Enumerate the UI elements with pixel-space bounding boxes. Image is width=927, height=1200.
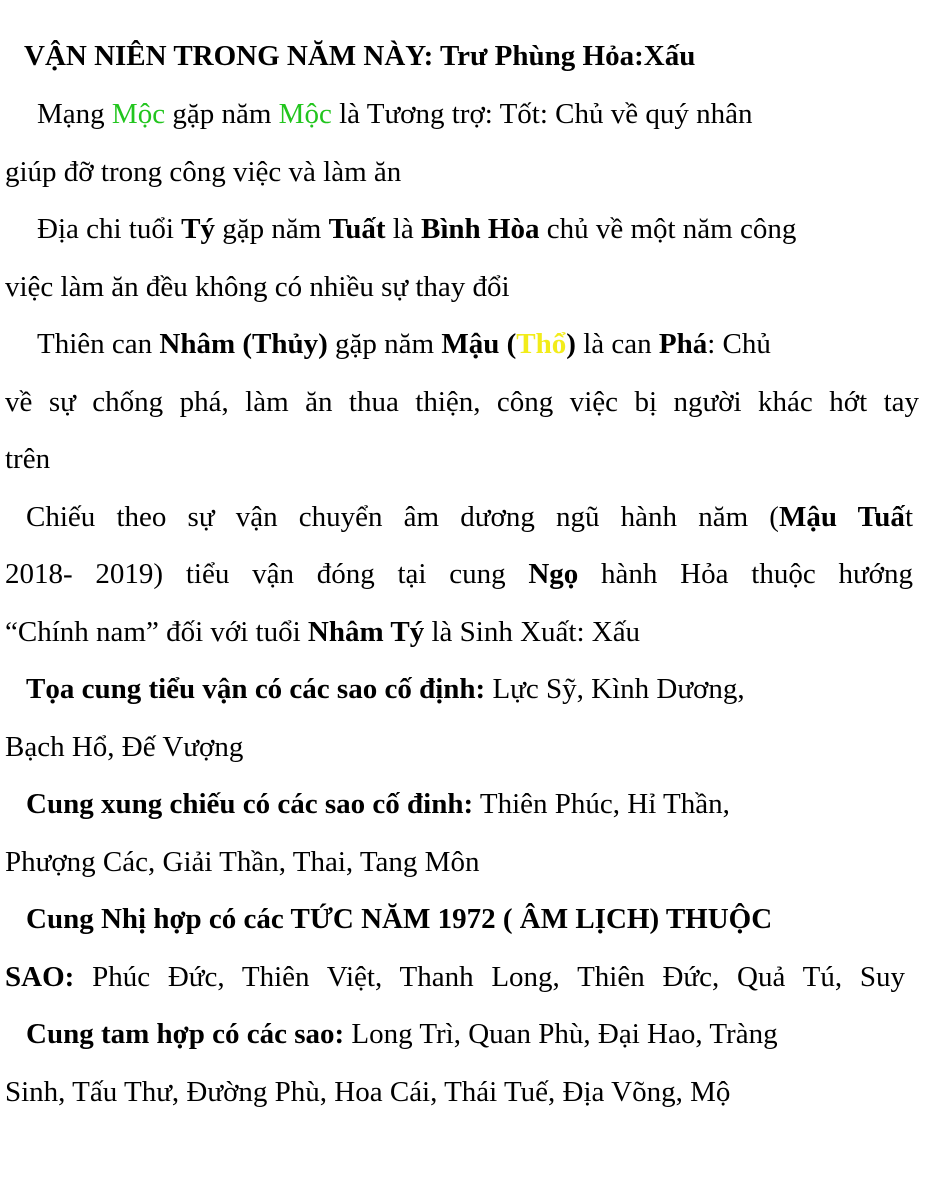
- p4-text-t: t: [904, 501, 913, 533]
- p3-mau: Mậu (: [441, 328, 517, 360]
- p1-text-c: là Tương trợ: Tốt: Chủ về quý nhân: [331, 98, 753, 130]
- paragraph-1-line-2: [5, 144, 927, 202]
- paragraph-4-line-1: [26, 489, 913, 547]
- p3-line-3-text: trên: [5, 443, 51, 475]
- p6-label: Cung xung chiếu có các sao cố đinh:: [26, 788, 474, 820]
- paragraph-2-line-1: [37, 201, 927, 259]
- p8-label: Cung tam hợp có các sao:: [26, 1018, 345, 1050]
- paragraph-3-line-2: [5, 374, 919, 432]
- p6-line-2-text: Phượng Các, Giải Thần, Thai, Tang Môn: [5, 846, 480, 878]
- paragraph-5-line-2: [5, 719, 927, 777]
- p3-text-a: Thiên can: [37, 328, 160, 360]
- p2-text-c: là: [385, 213, 421, 245]
- paragraph-8-line-2: [5, 1064, 927, 1122]
- p2-tuat: Tuất: [328, 213, 386, 245]
- p7-stars: Phúc Đức, Thiên Việt, Thanh Long, Thiên Đức, Quả Tú, Suy: [74, 961, 905, 993]
- p2-text-a: Địa chi tuổi: [37, 213, 182, 245]
- paragraph-3-line-1: [37, 316, 927, 374]
- p8-stars: Long Trì, Quan Phù, Đại Hao, Tràng: [344, 1018, 778, 1050]
- p4-line-3-b: là Sinh Xuất: Xấu: [424, 616, 641, 648]
- p5-label: Tọa cung tiểu vận có các sao cố định:: [26, 673, 486, 705]
- paragraph-8-line-1: [26, 1006, 927, 1064]
- p1-moc-1: Mộc: [111, 98, 166, 130]
- p4-nham-ty: Nhâm Tý: [307, 616, 425, 648]
- p3-text-b: gặp năm: [327, 328, 442, 360]
- paragraph-4-line-3: [5, 604, 927, 662]
- p4-text-a: Chiếu theo sự vận chuyển âm dương ngũ hành năm (: [26, 501, 779, 533]
- p7-label-2: SAO:: [5, 961, 75, 993]
- paragraph-7-line-2: [5, 949, 905, 1007]
- paragraph-1-line-1: [37, 86, 927, 144]
- paragraph-3-line-3: [5, 431, 927, 489]
- p3-pha: Phá: [658, 328, 708, 360]
- p2-text-b: gặp năm: [215, 213, 329, 245]
- p3-close: ): [566, 328, 576, 360]
- paragraph-6-line-1: [26, 776, 927, 834]
- p4-mau-tuat: Mậu Tuấ: [778, 501, 905, 533]
- p5-stars: Lực Sỹ, Kình Dương,: [485, 673, 745, 705]
- p3-tho: Thổ: [516, 328, 567, 360]
- paragraph-6-line-2: [5, 834, 927, 892]
- heading-text: VẬN NIÊN TRONG NĂM NÀY: Trư Phùng Hỏa:Xấu: [24, 40, 696, 72]
- p5-line-2-text: Bạch Hổ, Đế Vượng: [5, 731, 244, 763]
- p4-ngo: Ngọ: [528, 558, 579, 590]
- p2-text-d: chủ về một năm công: [539, 213, 797, 245]
- p3-line-2-text: về sự chống phá, làm ăn thua thiện, công việc bị người khác hớt tay: [5, 386, 919, 418]
- p4-line-2-b: hành Hỏa thuộc hướng: [578, 558, 913, 590]
- paragraph-7-line-1: [26, 891, 927, 949]
- p1-text-b: gặp năm: [165, 98, 279, 130]
- p6-stars: Thiên Phúc, Hỉ Thần,: [473, 788, 730, 820]
- paragraph-4-line-2: [5, 546, 913, 604]
- p2-binh-hoa: Bình Hòa: [420, 213, 540, 245]
- p2-ty: Tý: [181, 213, 216, 245]
- p3-text-c: là can: [575, 328, 659, 360]
- p3-text-d: : Chủ: [707, 328, 771, 360]
- p7-label: Cung Nhị hợp có các TỨC NĂM 1972 ( ÂM LỊCH) THUỘC: [26, 903, 773, 935]
- p1-moc-2: Mộc: [278, 98, 332, 130]
- p1-line-2-text: giúp đỡ trong công việc và làm ăn: [5, 156, 402, 188]
- heading: [24, 28, 927, 86]
- p2-line-2-text: việc làm ăn đều không có nhiều sự thay đổi: [5, 271, 510, 303]
- p3-nham: Nhâm (Thủy): [159, 328, 328, 360]
- p4-line-3-a: “Chính nam” đối với tuổi: [5, 616, 308, 648]
- p8-line-2-text: Sinh, Tấu Thư, Đường Phù, Hoa Cái, Thái Tuế, Địa Võng, Mộ: [5, 1076, 731, 1108]
- p4-line-2-a: 2018- 2019) tiểu vận đóng tại cung: [5, 558, 529, 590]
- paragraph-5-line-1: [26, 661, 927, 719]
- paragraph-2-line-2: [5, 259, 927, 317]
- p1-text-a: Mạng: [37, 98, 112, 130]
